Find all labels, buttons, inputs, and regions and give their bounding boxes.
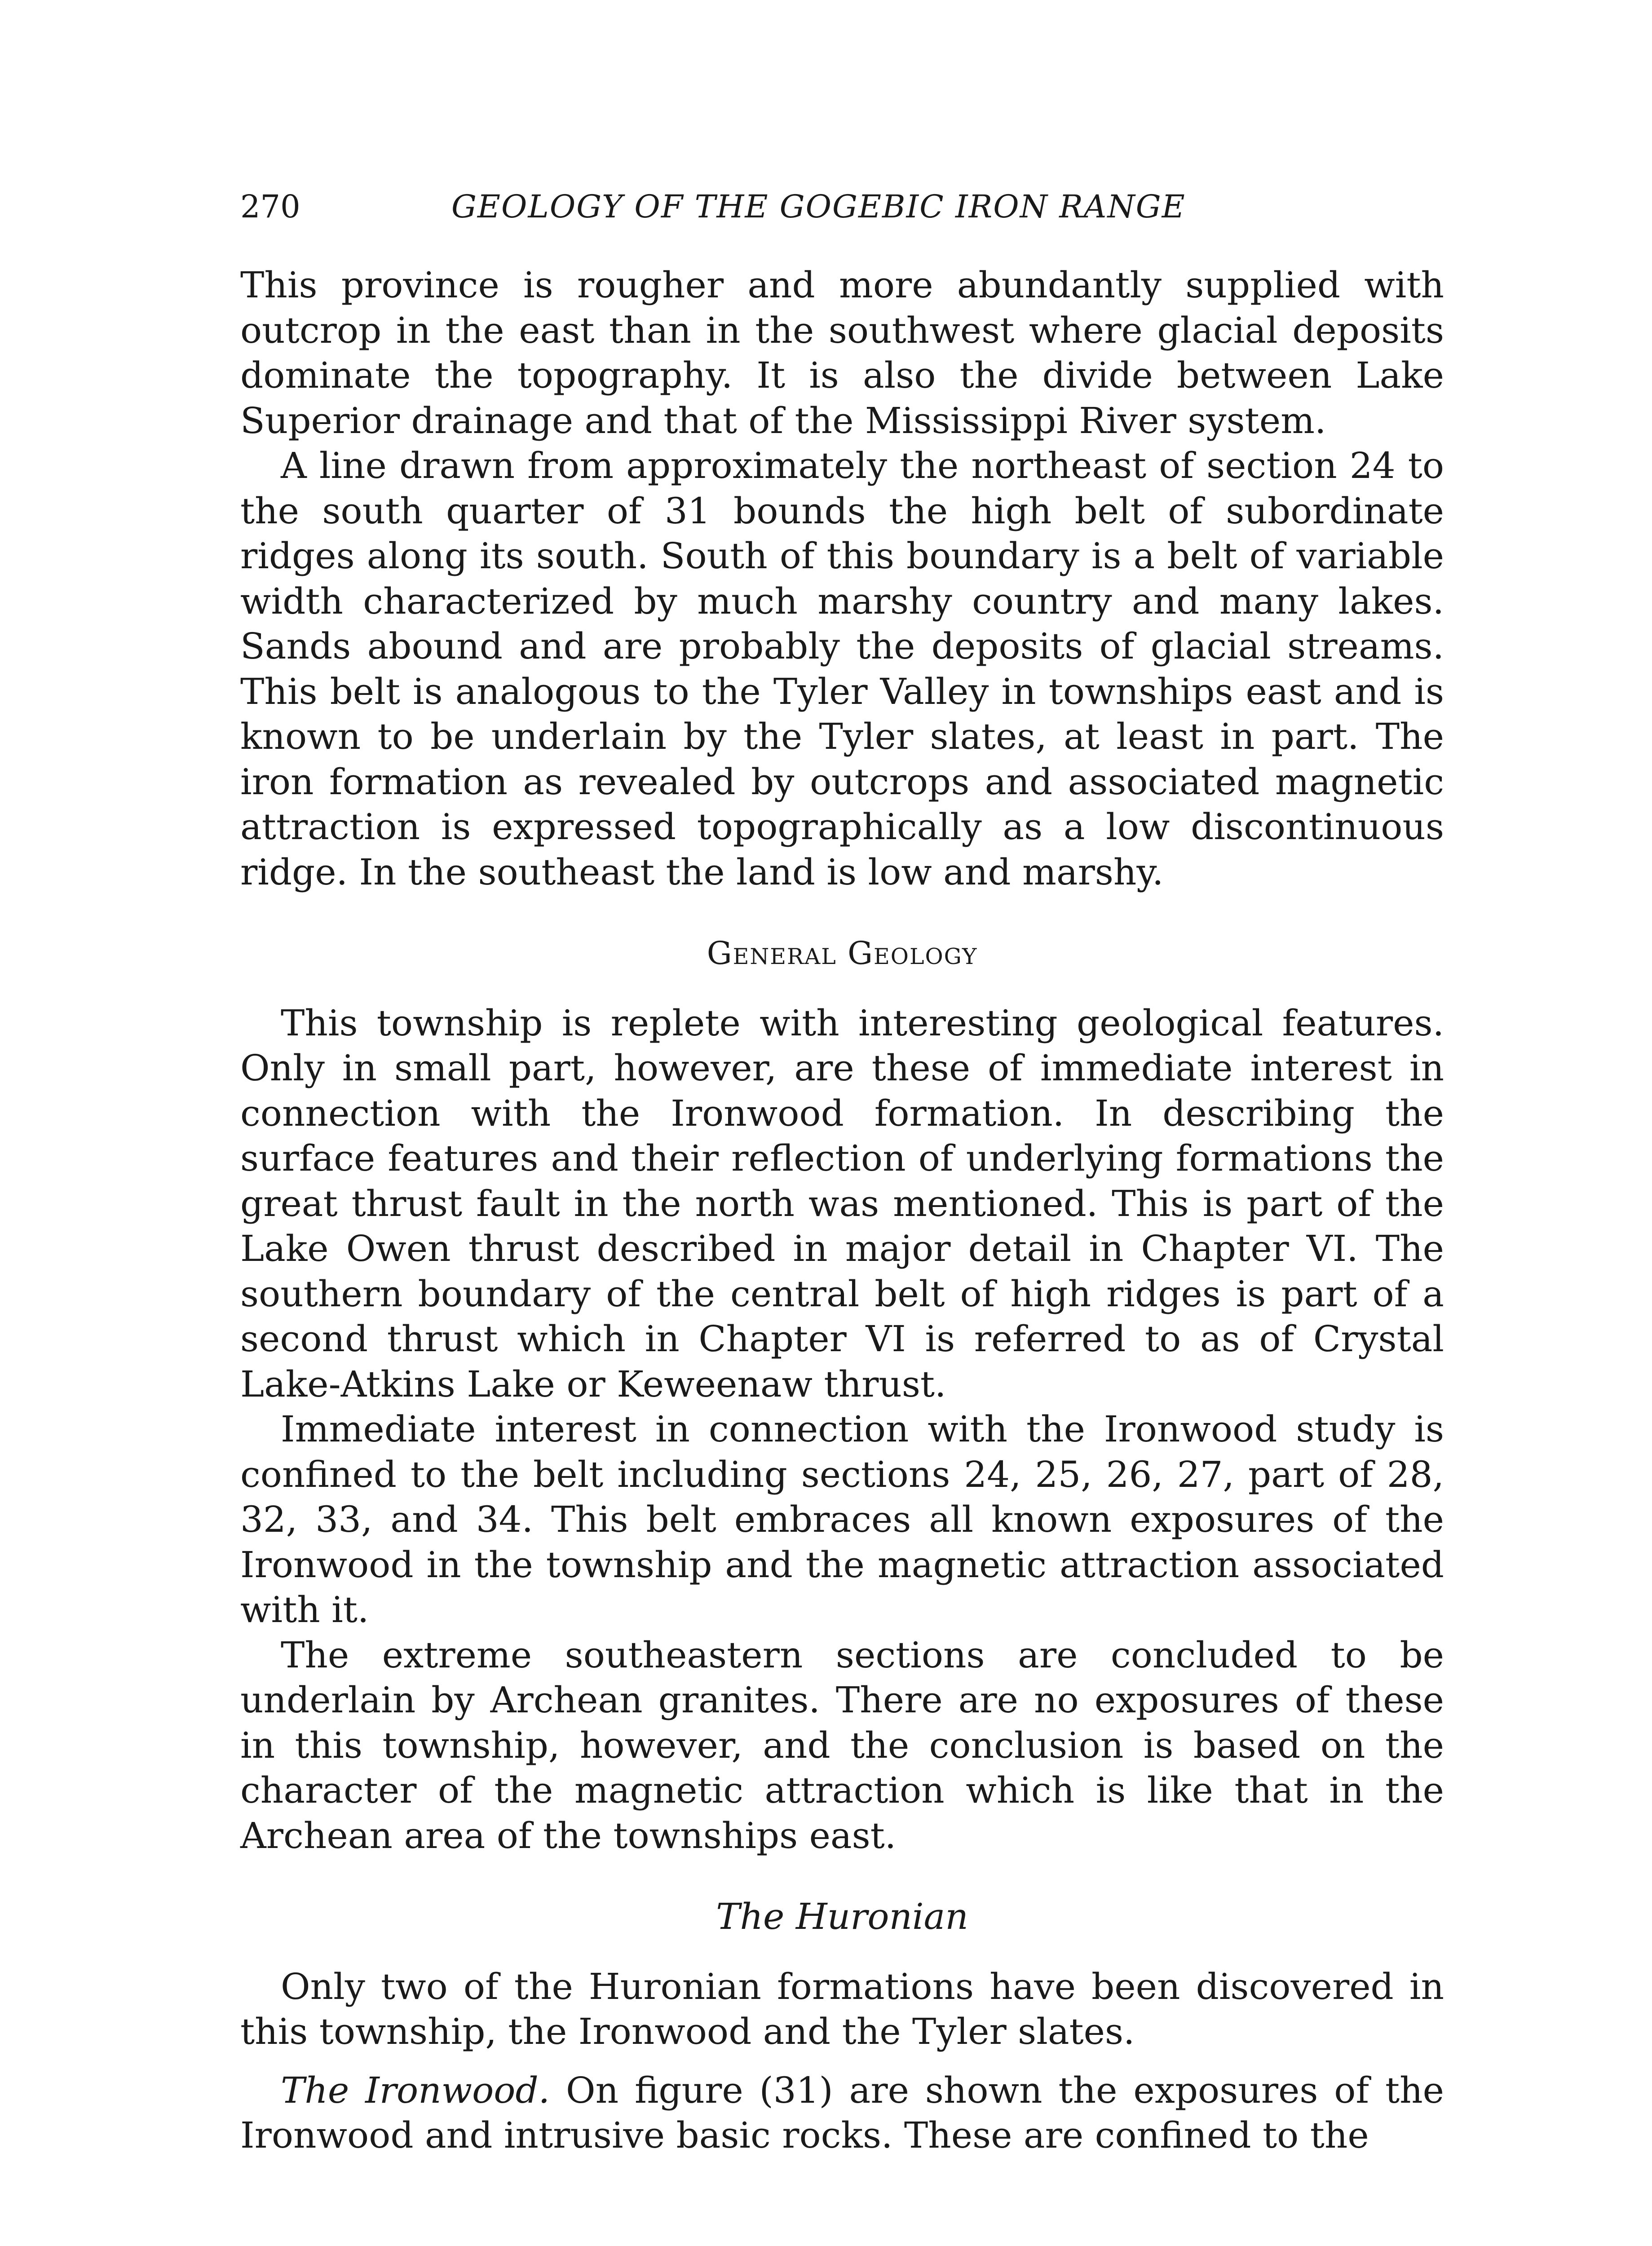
section-heading-general-geology: General Geology <box>707 935 978 972</box>
body-text <box>240 263 1444 2158</box>
paragraph-township-features: This township is replete with interesting geological features. Only in small part, however, are these of immediate interest in connection with the Ironwood formation. In describing the surface features and their reflection of underlying formations the great thrust fault in the north was mentioned. This is part of the Lake Owen thrust described in major detail in Chapter VI. The southern boundary of the central belt of high ridges is part of a second thrust which in Chapter VI is referred to as of Crystal Lake-Atkins Lake or Keweenaw thrust. <box>240 1002 1444 1405</box>
paragraph-ironwood <box>240 2068 1444 2158</box>
paragraph-ironwood-body: On figure (31) are shown the exposures of the Ironwood and intrusive basic rocks. These are confined to the <box>240 2069 1444 2156</box>
paragraph-spacer <box>240 2055 1444 2068</box>
section-heading-huronian: The Huronian <box>716 1896 968 1937</box>
paragraph-immediate-interest: Immediate interest in connection with the Ironwood study is confined to the belt including sections 24, 25, 26, 27, part of 28, 32, 33, and 34. This belt embraces all known exposures of the Ironwood in the township and the magnetic attraction associated with it. <box>240 1408 1444 1631</box>
paragraph-province: This province is rougher and more abundantly supplied with outcrop in the east than in the southwest where glacial deposits dominate the topography. It is also the divide between Lake Superior drainage and that of the Mississippi River system. <box>240 264 1444 442</box>
page-number: 270 <box>240 188 300 225</box>
running-header <box>240 180 1444 234</box>
running-title: GEOLOGY OF THE GOGEBIC IRON RANGE <box>451 188 1186 225</box>
paragraph-title-ironwood: The Ironwood. <box>281 2069 550 2111</box>
paragraph-boundary-line: A line drawn from approximately the northeast of section 24 to the south quarter of 31 bounds the high belt of subordinate ridges along its south. South of this boundary is a belt of variable width characterized by much marshy country and many lakes. Sands abound and are probably the deposits of glacial streams. This belt is analogous to the Tyler Valley in townships east and is known to be underlain by the Tyler slates, at least in part. The iron formation as revealed by outcrops and associated magnetic attraction is expressed topographically as a low discontinuous ridge. In the southeast the land is low and marshy. <box>240 445 1444 893</box>
paragraph-huronian-formations: Only two of the Huronian formations have been discovered in this township, the Ironwood and the Tyler slates. <box>240 1965 1444 2052</box>
paragraph-archean-granites: The extreme southeastern sections are concluded to be underlain by Archean granites. There are no exposures of these in this township, however, and the conclusion is based on the character of the magnetic attraction which is like that in the Archean area of the townships east. <box>240 1634 1444 1857</box>
